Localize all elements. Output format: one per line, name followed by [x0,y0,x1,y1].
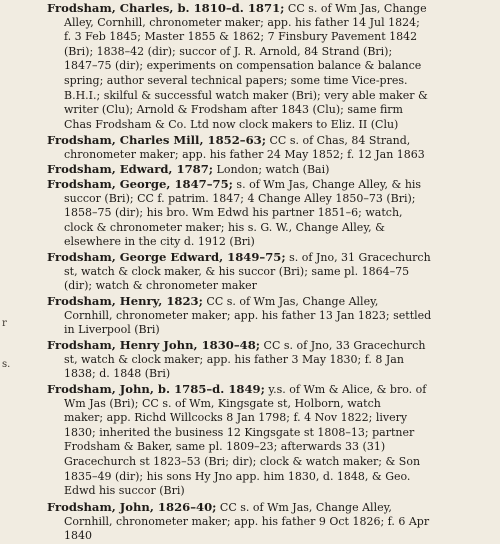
entry-john-1785 [47,382,497,499]
entry-line: in Liverpool (Bri) [64,323,160,337]
entry-text: CC s. of Chas, 84 Strand, [266,134,411,147]
entry-line: Gracechurch st 1823–53 (Bri; dir); clock & watch maker; & Son [64,454,421,468]
entry-line: Cornhill, chronometer maker; app. his father 9 Oct 1826; f. 6 Apr [64,514,430,528]
entry-headword: Frodsham, Edward, 1787; [47,162,214,176]
entry-line: Chas Frodsham & Co. Ltd now clock makers to Eliz. II (Clu) [64,117,399,131]
entry-line: 1830; inherited the business 12 Kingsgate st 1808–13; partner [64,425,415,439]
entry-headword: Frodsham, Henry, 1823; [47,294,203,308]
entry-headword: Frodsham, Charles, b. 1810–d. 1871; [47,1,285,15]
entry-charles [47,1,497,132]
entry-line: st, watch & clock maker; app. his father 3 May 1830; f. 8 Jan [64,352,404,366]
entry-headword: Frodsham, Henry John, 1830–48; [47,338,261,352]
entry-line: 1840 [64,529,92,543]
entry-line: Cornhill, chronometer maker; app. his father 13 Jan 1823; settled [64,308,432,322]
entry-text: CC s. of Wm Jas, Change [284,2,427,15]
entry-headword: Frodsham, George, 1847–75; [47,177,233,191]
entry-line: 1847–75 (dir); experiments on compensation balance & balance [64,59,422,73]
entry-john-1826 [47,500,497,544]
entry-text: s. of Jno, 31 Gracechurch [285,251,431,264]
entry-line: 1858–75 (dir); his bro. Wm Edwd his partner 1851–6; watch, [64,206,403,220]
entry-george-edward [47,250,497,294]
entry-text: London; watch (Bai) [213,163,330,176]
entry-headword: Frodsham, George Edward, 1849–75; [47,250,286,264]
entry-line: Wm Jas (Bri); CC s. of Wm, Kingsgate st, Holborn, watch [64,396,381,410]
entry-charles-mill [47,133,497,162]
entry-line: f. 3 Feb 1845; Master 1855 & 1862; 7 Finsbury Pavement 1842 [64,30,418,44]
entry-henry [47,294,497,338]
entry-line: (dir); watch & chronometer maker [64,279,257,293]
entry-line: writer (Clu); Arnold & Frodsham after 1843 (Clu); same firm [64,103,403,117]
entry-line: Edwd his succor (Bri) [64,484,185,498]
entry-line: Frodsham & Baker, same pl. 1809–23; afterwards 33 (31) [64,440,386,454]
entry-line: spring; author several technical papers; some time Vice-pres. [64,73,408,87]
entry-headword: Frodsham, John, 1826–40; [47,500,217,514]
entry-headword: Frodsham, John, b. 1785–d. 1849; [47,382,265,396]
entry-line: 1835–49 (dir); his sons Hy Jno app. him 1830, d. 1848, & Geo. [64,469,411,483]
entry-line: Alley, Cornhill, chronometer maker; app. his father 14 Jul 1824; [64,15,420,29]
entry-headword: Frodsham, Charles Mill, 1852–63; [47,133,267,147]
entry-line: (Bri); 1838–42 (dir); succor of J. R. Arnold, 84 Strand (Bri); [64,44,393,58]
entry-line: maker; app. Richd Willcocks 8 Jan 1798; f. 4 Nov 1822; livery [64,411,408,425]
entry-text: CC s. of Wm Jas, Change Alley, [216,501,392,514]
entry-line: elsewhere in the city d. 1912 (Bri) [64,235,255,249]
entry-text: CC s. of Wm Jas, Change Alley, [202,295,379,308]
margin-mark: r [2,318,7,329]
entry-line: chronometer maker; app. his father 24 May 1852; f. 12 Jan 1863 [64,147,425,161]
margin-mark: s. [2,359,11,370]
entry-edward [47,162,497,177]
entry-line: st, watch & clock maker, & his succor (Bri); same pl. 1864–75 [64,264,410,278]
entry-line: succor (Bri); CC f. patrim. 1847; 4 Change Alley 1850–73 (Bri); [64,191,416,205]
entry-text: CC s. of Jno, 33 Gracechurch [260,339,426,352]
entry-george [47,177,497,250]
entry-line: 1838; d. 1848 (Bri) [64,367,171,381]
entry-line: B.H.I.; skilful & successful watch maker (Bri); very able maker & [64,88,428,102]
entry-henry-john [47,338,497,382]
entry-text: y.s. of Wm & Alice, & bro. of [264,383,427,396]
entry-line: clock & chronometer maker; his s. G. W., Change Alley, & [64,220,385,234]
entry-text: s. of Wm Jas, Change Alley, & his [232,178,422,191]
